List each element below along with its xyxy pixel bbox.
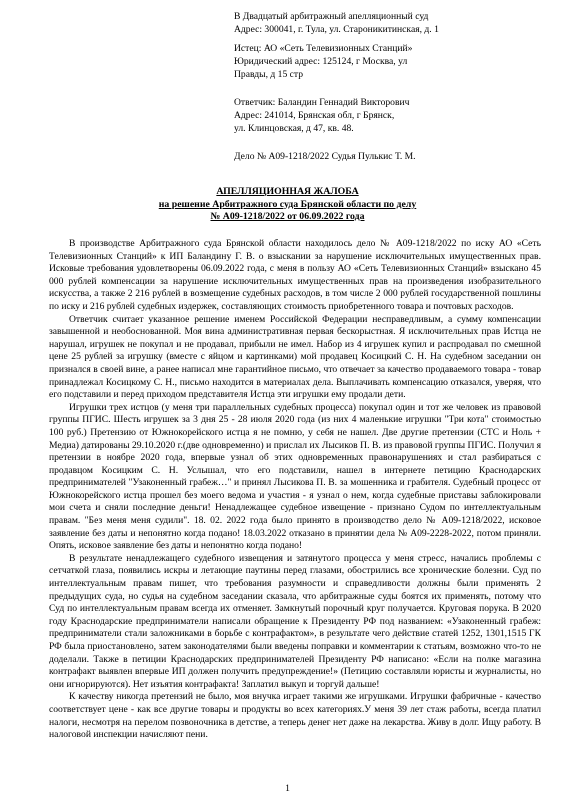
defendant-address-line1: Адрес: 241014, Брянская обл, г Брянск, (234, 110, 395, 121)
page-number: 1 (285, 783, 290, 794)
body-paragraph: Игрушки трех истцов (у меня три параллельных судебных процесса) покупал один и тот же человек из правовой группы ПГИС. Шесть игрушек за 3 дня 25 - 28 июля 2020 года (из них 4 маленькие игрушки "Три кота" стоимостью 100 руб.) Претензию от Южнокорейского истца я не помню, у себя не нашел. Две другие претензии (СТС и Ноль + Медиа) датированы 29.10.2020 г.(две одновременно) и прислал их Лысиков П. В. из правовой группы ПГИС. Получил я претензии в ноябре 2020 года, впервые узнал об этих одновременных правонарушениях и стал разбираться с продавцом Косицким С. Н. Услышал, что его подставили, нашел в интернете петицию Краснодарских предпринимателей "Узаконенный грабеж…" и принял Лысикова П. В. за мошенника и грабителя. Судебный процесс от Южнокорейского истца прошел без моего ведома и участия - я узнал о нем, когда судебные приставы заблокировали мои счета и сняли последние деньги! Ненадлежащее судебное извещение - признано Судом по интеллектуальным правам. "Без меня меня судили". 18. 02. 2022 года было принято в производство дело № А09-1218/2022, исковое заявление без даты и непонятно когда подано! 18.03.2022 отказано в принятии дела № А09-2228-2022, потом приняли. Опять, исковое заявление без даты и непонятно когда подано! (49, 401, 541, 552)
plaintiff-address-line2: Правды, д 15 стр (234, 69, 304, 80)
court-address: Адрес: 300041, г. Тула, ул. Староникитинская, д. 1 (234, 24, 439, 35)
body-paragraph: В производстве Арбитражного суда Брянской области находилось дело № А09-1218/2022 по иску АО «Сеть Телевизионных Станций» к ИП Баландину Г. В. о взыскании за нарушение исключительных имущественных прав. Исковые требования удовлетворены 06.09.2022 года, с меня в пользу АО «Сеть Телевизионных Станций» взыскано 45 000 рублей компенсации за нарушение исключительных имущественных прав на произведения изобразительного искусства, а также 2 216 рублей в возмещение судебных расходов, в том числе 2 000 рублей государственной пошлины по иску и 216 рублей судебных издержек, составляющих стоимость приобретенного товара и почтовых расходов. (49, 238, 541, 312)
body-paragraph: К качеству никогда претензий не было, моя внучка играет такими же игрушками. Игрушки фабричные - качество соответствует цене - как все другие товары и продукты во всех категориях.У меня 39 лет стаж работы, всегда платил налоги, несмотря на перелом позвоночника в детстве, а теперь денег нет даже на лекарства. Живу в долг. Ищу работу. В налоговой инспекции начисляют пени. (49, 691, 541, 741)
document-title (0, 186, 575, 224)
court-name: В Двадцатый арбитражный апелляционный суд (234, 11, 429, 22)
plaintiff-block (234, 42, 564, 81)
defendant-name: Ответчик: Баландин Геннадий Викторович (234, 97, 410, 108)
defendant-address-line2: ул. Клинцовская, д 47, кв. 48. (234, 123, 354, 134)
case-number-and-judge: Дело № А09-1218/2022 Судья Пулькис Т. М. (234, 151, 416, 162)
case-reference (234, 150, 564, 163)
body-paragraph: В результате ненадлежащего судебного извещения и затянутого процесса у меня стресс, начались проблемы с сетчаткой глаза, появились искры и летающие паутины перед глазами, обострились все хронические болезни. Суд по интеллектуальным правам пишет, что требования разумности и справедливости должны были применять 2 предыдущих суда, но судья на судебном заседании сказала, что арбитражные суды боятся их применять, потому что Суд по интеллектуальным правам всегда их отменяет. Замкнутый порочный круг получается. Круговая порука. В 2020 году Краснодарские предприниматели написали обращение к Президенту РФ под названием: «Узаконенный грабеж: предприниматели стали заложниками в борьбе с контрафактом», в результате чего действие статей 1252, 1301,1515 ГК РФ была приостановлено, затем законодателями были введены поправки и комментарии к статьям, возможно что-то не доделали. Также в петиции Краснодарских предпринимателей Президенту РФ написано: «Если на полке магазина контрафакт выявлен впервые ИП должен получить предупреждение!» (Петицию составляли юристы и журналисты, но они игнорируются). Нет изъятия контрафакта! Заплатил выкуп и торгуй дальше! (49, 552, 541, 690)
court-addressee (234, 10, 564, 36)
title-main: АПЕЛЛЯЦИОННАЯ ЖАЛОБА (216, 186, 359, 197)
defendant-block (234, 96, 564, 135)
document-body (49, 238, 541, 742)
body-paragraph: Ответчик считает указанное решение именем Российской Федерации несправедливым, а сумму компенсации завышенной и необоснованной. Моя вина административная первая бескорыстная. Я исключительных прав Истца не нарушал, игрушек не покупал и не продавал, прибыли не имел. Набор из 4 игрушек купил и распродавал по смешной цене 25 рублей за игрушку (вместе с яйцом и картинками) мой продавец Косицкий С. Н. На судебном заседании он признался в своей вине, а ранее написал мне гарантийное письмо, что отвечает за качество продаваемого товара - товар принадлежал Косицкому С. Н., письмо находится в материалах дела. Выплачивать компенсацию отказался, уверяя, что его подставили и перед приходом представителя Истца эти игрушки ему продали дети. (49, 313, 541, 401)
title-subject: на решение Арбитражного суда Брянской области по делу (158, 198, 417, 210)
plaintiff-address-line1: Юридический адрес: 125124, г Москва, ул (234, 56, 408, 67)
title-case: № А09-1218/2022 от 06.09.2022 года (210, 211, 365, 222)
plaintiff-name: Истец: АО «Сеть Телевизионных Станций» (234, 43, 413, 54)
